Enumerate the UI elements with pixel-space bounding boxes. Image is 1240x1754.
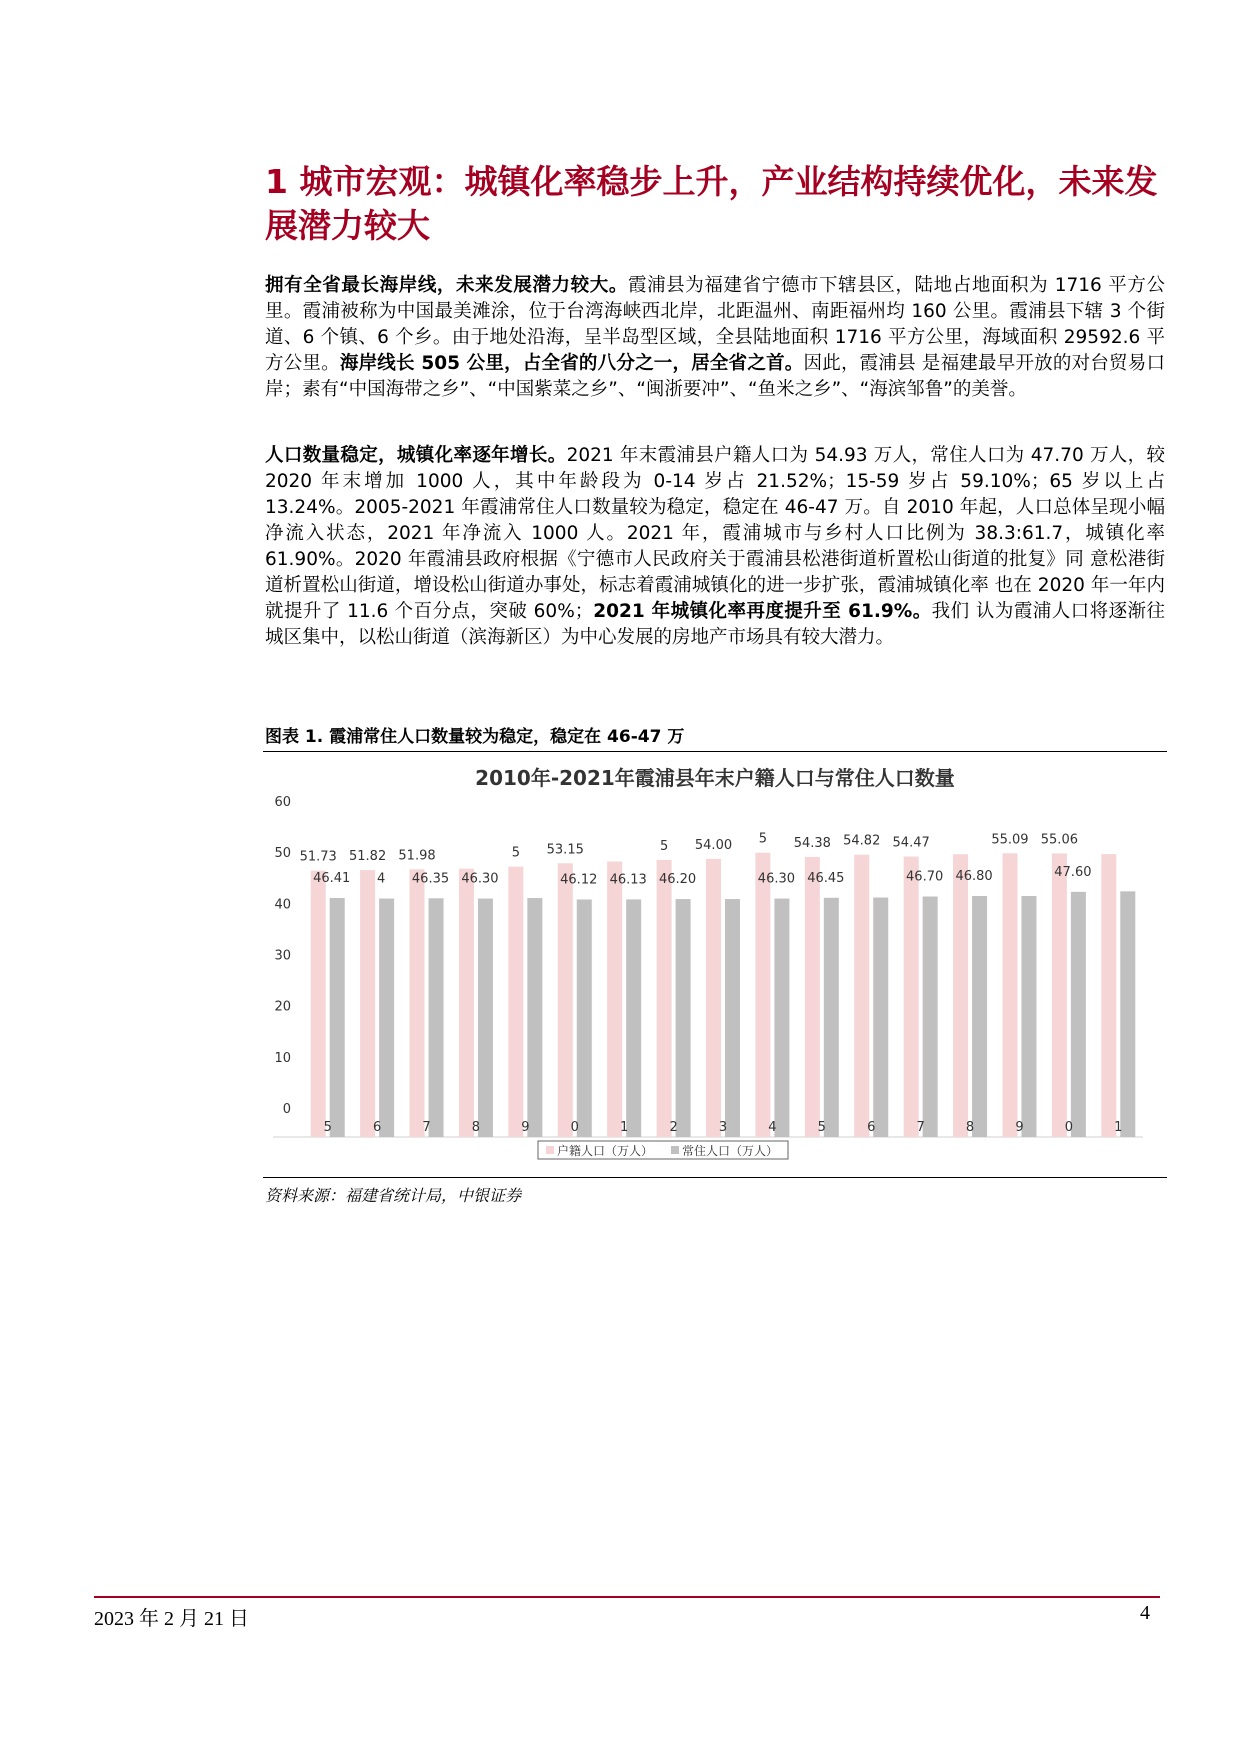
y-tick-label: 60	[274, 795, 291, 810]
paragraph-text: 霞浦县为福建省宁德市下辖县区，陆地占地面积为 1716 平方公里。霞浦被称为中国最美滩涂，位于台湾海峡西北岸，北距温州、南距福州均 160 公里。霞浦县下辖 3 个街道、6 个镇、6 个乡。由于地处沿海，呈半岛型区域，全县陆地面积 1716 平方公里，海域面积 29592.6 平方公里。	[265, 275, 1165, 374]
bar-resident	[824, 898, 839, 1137]
x-tick-label: 0	[1064, 1120, 1074, 1135]
x-tick-label: 5	[323, 1120, 332, 1135]
footer-date: 2023 年 2 月 21 日	[94, 1608, 249, 1630]
chart-legend	[538, 1141, 788, 1159]
bar-resident	[725, 899, 740, 1137]
bar-hukou	[410, 869, 425, 1137]
bar-hukou	[805, 857, 820, 1137]
bar-hukou	[657, 860, 672, 1137]
bar-resident	[972, 896, 987, 1137]
chart-title: 2010年-2021年霞浦县年末户籍人口与常住人口数量	[475, 766, 955, 790]
paragraph-lead: 人口数量稳定，城镇化率逐年增长。	[265, 445, 567, 466]
x-tick-label: 9	[521, 1120, 530, 1135]
bar-hukou	[1052, 853, 1067, 1137]
bar-hukou	[904, 856, 919, 1137]
data-label-hukou: 54.82	[843, 833, 881, 849]
data-label-hukou: 54.38	[793, 835, 831, 851]
data-label-resident: 47.60	[1054, 864, 1092, 880]
data-label-resident: 46.30	[757, 871, 796, 887]
figure-bottom-rule	[263, 1177, 1167, 1178]
paragraph-lead: 拥有全省最长海岸线，未来发展潜力较大。	[265, 275, 628, 296]
bar-hukou	[1002, 853, 1017, 1137]
bar-hukou	[360, 870, 375, 1137]
bar-resident	[1120, 891, 1135, 1137]
y-tick-label: 10	[274, 1050, 291, 1066]
bar-resident	[527, 898, 542, 1137]
data-label-resident: 46.45	[807, 870, 845, 886]
paragraph-text: 我们 认为霞浦人口将逐渐往城区集中，以松山街道（滨海新区）为中心发展的房地产市场具有较大潜力。	[265, 601, 1165, 648]
y-tick-label: 0	[282, 1102, 291, 1117]
data-label-hukou: 51.98	[398, 848, 436, 864]
population-bar-chart	[263, 755, 1167, 1175]
paragraph-coastline	[265, 273, 1165, 403]
bar-hukou	[953, 854, 968, 1137]
data-label-hukou: 54.00	[694, 837, 733, 853]
figure-top-rule	[263, 751, 1167, 752]
data-label-resident: 46.20	[658, 872, 697, 888]
data-label-hukou: 55.06	[1040, 832, 1078, 848]
x-tick-label: 7	[422, 1120, 431, 1135]
bar-resident	[676, 899, 691, 1137]
legend-swatch-resident	[671, 1146, 679, 1154]
data-label-hukou: 5	[758, 831, 768, 847]
bar-resident	[774, 899, 789, 1137]
x-tick-label: 8	[965, 1120, 975, 1135]
y-tick-label: 30	[274, 948, 291, 964]
bar-resident	[923, 896, 938, 1137]
x-tick-label: 3	[718, 1120, 728, 1135]
bar-hukou	[607, 861, 622, 1137]
data-label-resident: 46.12	[560, 872, 598, 888]
data-label-hukou: 5	[511, 845, 520, 861]
data-label-resident: 46.70	[906, 869, 944, 885]
bar-hukou	[706, 859, 721, 1137]
data-label-resident: 46.80	[955, 868, 993, 884]
page-number: 4	[1140, 1602, 1150, 1624]
figure-caption: 图表 1. 霞浦常住人口数量较为稳定，稳定在 46-47 万	[265, 727, 685, 747]
bar-hukou	[508, 867, 523, 1137]
x-tick-label: 9	[1015, 1120, 1024, 1135]
data-label-hukou: 54.47	[892, 835, 930, 851]
x-tick-label: 6	[372, 1120, 382, 1135]
bar-resident	[1071, 892, 1086, 1137]
bar-hukou	[459, 869, 474, 1137]
x-tick-label: 2	[669, 1120, 678, 1135]
data-label-hukou: 55.09	[991, 832, 1029, 848]
bar-resident	[330, 898, 345, 1137]
figure-source: 资料来源：福建省统计局，中银证券	[265, 1186, 522, 1205]
bar-resident	[478, 899, 493, 1137]
bar-resident	[379, 899, 394, 1137]
bar-resident	[626, 899, 641, 1137]
data-label-resident: 46.35	[411, 871, 450, 887]
footer-rule	[94, 1596, 1160, 1598]
paragraph-text: 2021 年末霞浦县户籍人口为 54.93 万人，常住人口为 47.70 万人，较 2020 年末增加 1000 人，其中年龄段为 0-14 岁占 21.52%；15-59 岁占 59.10%；65 岁以上占 13.24%。2005-2021 年霞浦常住人口数量较为稳定，稳定在 46-47 万。自 2010 年起，人口总体呈现小幅净流入状态，2021 年净流入 1000 人。2021 年，霞浦城市与乡村人口比例为 38.3:61.7，城镇化率 61.90%。2020 年霞浦县政府根据《宁德市人民政府关于霞浦县松港街道析置松山街道的批复》同 意松港街道析置松山街道，增设松山街道办事处，标志着霞浦城镇化的进一步扩张，霞浦城镇化率 也在 2020 年一年内就提升了 11.6 个百分点，突破 60%；	[265, 445, 1165, 622]
x-tick-label: 5	[817, 1120, 826, 1135]
data-label-hukou: 53.15	[546, 842, 584, 858]
legend-label-resident: 常住人口（万人）	[682, 1144, 779, 1158]
data-label-resident: 46.41	[313, 870, 351, 886]
x-tick-label: 1	[1114, 1120, 1123, 1135]
bar-hukou	[558, 863, 573, 1137]
legend-label-hukou: 户籍人口（万人）	[557, 1144, 654, 1158]
paragraph-population	[265, 443, 1165, 651]
paragraph-highlight: 2021 年城镇化率再度提升至 61.9%。	[593, 601, 932, 622]
x-tick-label: 8	[471, 1120, 481, 1135]
x-tick-label: 1	[620, 1120, 629, 1135]
paragraph-highlight: 海岸线长 505 公里，占全省的八分之一，居全省之首。	[339, 353, 804, 374]
legend-swatch-hukou	[546, 1146, 554, 1154]
bar-resident	[429, 898, 444, 1137]
bar-resident	[873, 898, 888, 1137]
data-label-hukou: 5	[659, 838, 669, 854]
data-label-hukou: 51.73	[299, 849, 337, 865]
bar-hukou	[854, 855, 869, 1137]
data-label-resident: 46.13	[609, 872, 647, 888]
bar-resident	[1021, 896, 1036, 1137]
x-tick-label: 7	[916, 1120, 925, 1135]
x-tick-label: 0	[570, 1120, 579, 1135]
bar-hukou	[755, 853, 770, 1137]
x-tick-label: 6	[867, 1120, 876, 1135]
y-tick-label: 40	[274, 897, 291, 913]
data-label-hukou: 51.82	[349, 849, 387, 865]
data-label-resident: 46.30	[461, 871, 499, 887]
bar-hukou	[311, 871, 326, 1137]
y-tick-label: 20	[274, 999, 291, 1015]
bar-hukou	[1101, 854, 1116, 1137]
section-title: 1 城市宏观：城镇化率稳步上升，产业结构持续优化，未来发展潜力较大	[265, 162, 1158, 245]
y-tick-label: 50	[274, 846, 291, 862]
x-tick-label: 4	[768, 1120, 777, 1135]
paragraph-text: 因此，霞浦县 是福建最早开放的对台贸易口岸；素有“中国海带之乡”、“中国紫菜之乡”、“闽浙要冲”、“鱼米之乡”、“海滨邹鲁”的美誉。	[265, 353, 1165, 400]
bar-resident	[577, 899, 592, 1137]
data-label-resident: 4	[376, 871, 386, 887]
